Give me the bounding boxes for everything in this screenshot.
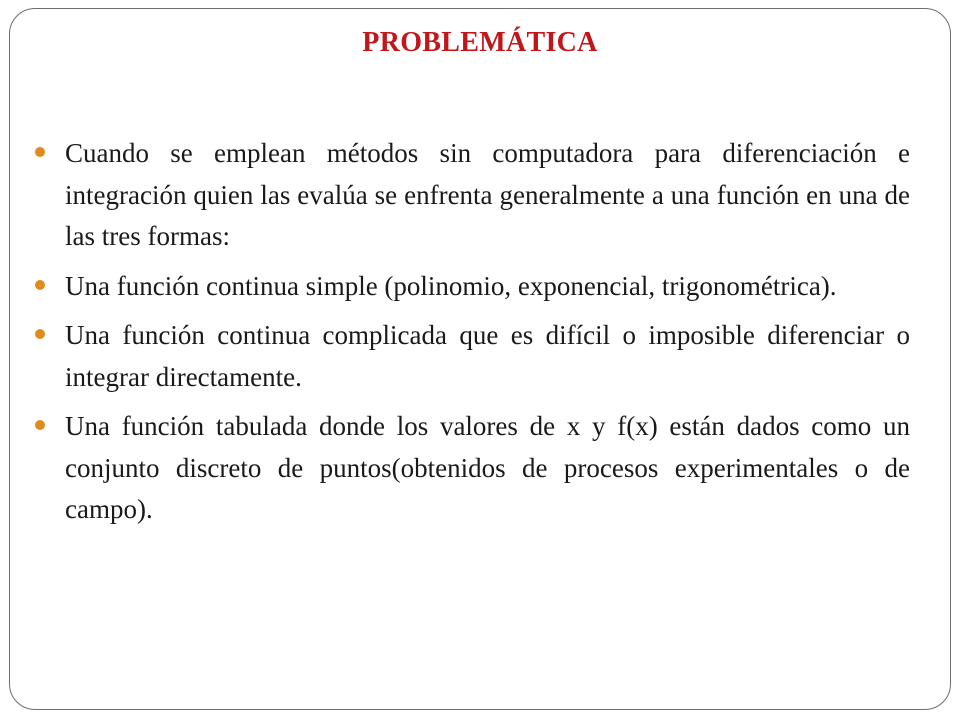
bullet-item — [65, 406, 910, 531]
bullet-dot-icon — [35, 280, 45, 290]
bullet-text: Una función tabulada donde los valores de x y f(x) están dados como un conjunto discreto de puntos(obtenidos de procesos experimentales o de campo). — [65, 411, 910, 524]
bullet-list — [65, 133, 910, 539]
bullet-item — [65, 133, 910, 258]
bullet-text: Cuando se emplean métodos sin computadora para diferenciación e integración quien las evalúa se enfrenta generalmente a una función en una de las tres formas: — [65, 138, 910, 251]
bullet-text: Una función continua complicada que es difícil o imposible diferenciar o integrar directamente. — [65, 320, 910, 392]
bullet-item — [65, 266, 910, 308]
bullet-dot-icon — [35, 147, 45, 157]
bullet-text: Una función continua simple (polinomio, exponencial, trigonométrica). — [65, 270, 837, 301]
slide-title: PROBLEMÁTICA — [362, 27, 598, 58]
bullet-dot-icon — [35, 329, 45, 339]
bullet-item — [65, 315, 910, 398]
bullet-dot-icon — [35, 420, 45, 430]
